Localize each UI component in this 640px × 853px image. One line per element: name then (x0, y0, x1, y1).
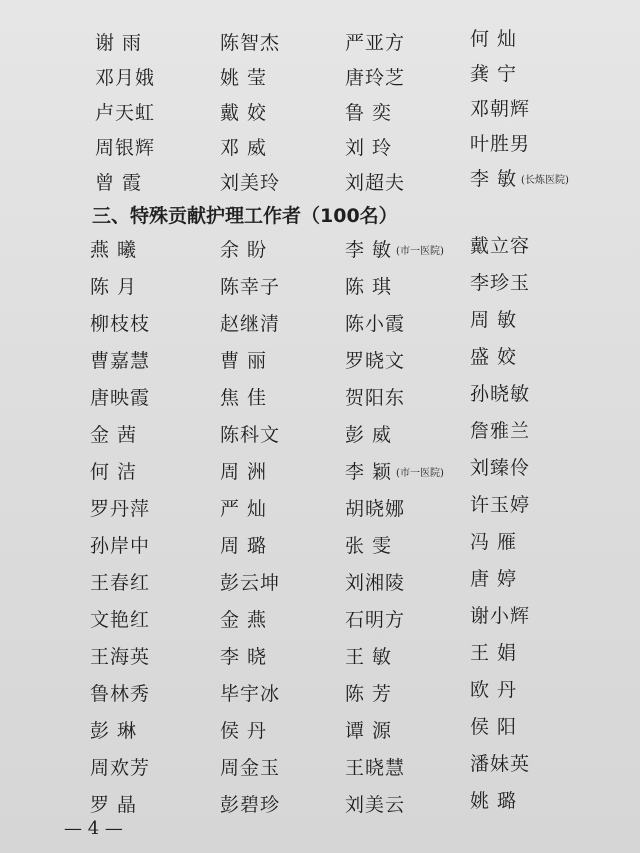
person-name (345, 28, 405, 55)
person-name-text: 谭 源 (345, 720, 393, 742)
person-name-text: 严亚方 (345, 32, 406, 54)
person-name-text: 戴立容 (470, 235, 531, 257)
person-name (220, 98, 267, 125)
person-name (90, 605, 150, 632)
person-name (90, 568, 150, 595)
person-name (90, 679, 150, 706)
person-name (345, 642, 392, 669)
hospital-note: (市一医院) (396, 468, 444, 479)
person-name (345, 383, 405, 410)
person-name-text: 何 灿 (470, 28, 518, 50)
person-name-text: 周 璐 (220, 535, 268, 557)
person-name (90, 383, 150, 410)
person-name (220, 642, 267, 669)
person-name-text: 焦 佳 (220, 387, 268, 409)
person-name-text: 李 颖 (345, 461, 393, 483)
person-name (90, 420, 137, 447)
person-name (470, 305, 517, 332)
person-name (345, 494, 405, 521)
person-name-text: 詹雅兰 (470, 420, 531, 442)
person-name-text: 燕 曦 (90, 239, 138, 261)
person-name (220, 383, 267, 410)
person-name-text: 王 敏 (345, 646, 393, 668)
person-name (345, 605, 405, 632)
person-name-text: 柳枝枝 (90, 313, 151, 335)
person-name (470, 786, 517, 813)
hospital-note: (市一医院) (396, 246, 444, 257)
person-name-text: 彭云坤 (220, 572, 281, 594)
person-name-text: 陈 琪 (345, 276, 393, 298)
person-name-text: 曹嘉慧 (90, 350, 151, 372)
person-name-text: 曾 霞 (95, 172, 143, 194)
person-name-text: 余 盼 (220, 239, 268, 261)
person-name (470, 453, 530, 480)
person-name (470, 231, 530, 258)
person-name-text: 侯 阳 (470, 716, 518, 738)
person-name-text: 陈小霞 (345, 313, 406, 335)
person-name-text: 陈 月 (90, 276, 138, 298)
person-name (345, 63, 405, 90)
person-name (470, 527, 517, 554)
person-name-text: 冯 雁 (470, 531, 518, 553)
person-name (220, 457, 267, 484)
person-name (345, 420, 392, 447)
person-name-text: 唐玲芝 (345, 67, 406, 89)
person-name-text: 金 燕 (220, 609, 268, 631)
person-name (220, 716, 267, 743)
person-name (220, 531, 267, 558)
person-name (90, 494, 150, 521)
page-number: — 4 — (64, 818, 123, 839)
person-name (470, 749, 530, 776)
person-name (470, 564, 517, 591)
person-name (345, 753, 405, 780)
person-name-text: 严 灿 (220, 498, 268, 520)
person-name-text: 贺阳东 (345, 387, 406, 409)
person-name (470, 129, 530, 156)
person-name (470, 94, 530, 121)
person-name (470, 416, 530, 443)
person-name-text: 文艳红 (90, 609, 151, 631)
person-name-text: 刘臻伶 (470, 457, 531, 479)
person-name-text: 罗丹萍 (90, 498, 151, 520)
person-name (220, 790, 280, 817)
person-name-text: 欧 丹 (470, 679, 518, 701)
person-name (220, 63, 267, 90)
person-name-text: 龚 宁 (470, 63, 518, 85)
person-name-text: 何 洁 (90, 461, 138, 483)
person-name (95, 63, 155, 90)
person-name-text: 陈幸子 (220, 276, 281, 298)
person-name-text: 陈科文 (220, 424, 281, 446)
person-name-text: 金 茜 (90, 424, 138, 446)
person-name (220, 494, 267, 521)
person-name (345, 309, 405, 336)
person-name-text: 胡晓娜 (345, 498, 406, 520)
person-name (345, 716, 392, 743)
person-name (470, 268, 530, 295)
section-heading: 三、特殊贡献护理工作者（100名） (92, 205, 398, 227)
person-name-text: 周 敏 (470, 309, 518, 331)
person-name (90, 346, 150, 373)
person-name-text: 赵继清 (220, 313, 281, 335)
person-name (345, 272, 392, 299)
person-name (345, 679, 392, 706)
person-name (90, 272, 137, 299)
person-name-text: 彭 威 (345, 424, 393, 446)
person-name (220, 309, 280, 336)
person-name-text: 邓 威 (220, 137, 268, 159)
person-name-text: 潘妹英 (470, 753, 531, 775)
person-name-text: 孙岸中 (90, 535, 151, 557)
person-name (345, 531, 392, 558)
person-name-text: 刘美云 (345, 794, 406, 816)
hospital-note: (长炼医院) (521, 175, 569, 186)
person-name (220, 679, 280, 706)
person-name-text: 彭碧珍 (220, 794, 281, 816)
person-name-text: 唐 婷 (470, 568, 518, 590)
person-name-text: 谢小辉 (470, 605, 531, 627)
person-name-text: 陈 芳 (345, 683, 393, 705)
person-name-text: 邓朝辉 (470, 98, 531, 120)
person-name-text: 姚 璐 (470, 790, 518, 812)
person-name (90, 309, 150, 336)
person-name-text: 鲁 奕 (345, 102, 393, 124)
person-name (470, 379, 530, 406)
person-name-text: 戴 姣 (220, 102, 268, 124)
person-name-text: 许玉婷 (470, 494, 531, 516)
person-name-text: 李珍玉 (470, 272, 531, 294)
person-name (95, 28, 142, 55)
person-name-text: 罗 晶 (90, 794, 138, 816)
person-name-text: 周欢芳 (90, 757, 151, 779)
person-name (345, 235, 444, 262)
person-name-text: 彭 琳 (90, 720, 138, 742)
person-name (220, 568, 280, 595)
person-name (220, 753, 280, 780)
person-name-text: 邓月娥 (95, 67, 156, 89)
person-name-text: 谢 雨 (95, 32, 143, 54)
person-name-text: 刘 玲 (345, 137, 393, 159)
person-name (470, 601, 530, 628)
person-name (345, 457, 444, 484)
person-name-text: 王晓慧 (345, 757, 406, 779)
person-name (345, 98, 392, 125)
person-name (220, 272, 280, 299)
person-name-text: 王海英 (90, 646, 151, 668)
person-name-text: 唐映霞 (90, 387, 151, 409)
person-name-text: 罗晓文 (345, 350, 406, 372)
person-name (345, 790, 405, 817)
person-name-text: 叶胜男 (470, 133, 531, 155)
person-name-text: 刘美玲 (220, 172, 281, 194)
person-name-text: 石明方 (345, 609, 406, 631)
person-name-text: 周 洲 (220, 461, 268, 483)
person-name (345, 168, 405, 195)
person-name-text: 李 敏 (345, 239, 393, 261)
person-name (90, 235, 137, 262)
person-name (220, 168, 280, 195)
person-name (90, 753, 150, 780)
person-name (220, 133, 267, 160)
person-name (90, 790, 137, 817)
person-name-text: 侯 丹 (220, 720, 268, 742)
person-name-text: 王春红 (90, 572, 151, 594)
person-name (90, 716, 137, 743)
person-name-text: 陈智杰 (220, 32, 281, 54)
person-name (470, 675, 517, 702)
person-name (470, 490, 530, 517)
person-name (95, 133, 155, 160)
person-name (470, 638, 517, 665)
person-name-text: 李 晓 (220, 646, 268, 668)
person-name-text: 卢天虹 (95, 102, 156, 124)
person-name (470, 59, 517, 86)
person-name-text: 曹 丽 (220, 350, 268, 372)
person-name (470, 24, 517, 51)
person-name-text: 张 雯 (345, 535, 393, 557)
person-name (95, 98, 155, 125)
person-name (220, 605, 267, 632)
person-name (345, 346, 405, 373)
person-name-text: 李 敏 (470, 168, 518, 190)
person-name (470, 164, 569, 191)
person-name-text: 周银辉 (95, 137, 156, 159)
person-name-text: 毕宇冰 (220, 683, 281, 705)
person-name (95, 168, 142, 195)
person-name-text: 刘超夫 (345, 172, 406, 194)
person-name-text: 刘湘陵 (345, 572, 406, 594)
person-name-text: 周金玉 (220, 757, 281, 779)
person-name-text: 姚 莹 (220, 67, 268, 89)
person-name (220, 346, 267, 373)
person-name-text: 鲁林秀 (90, 683, 151, 705)
person-name (220, 420, 280, 447)
person-name (470, 342, 517, 369)
person-name (90, 642, 150, 669)
person-name (220, 28, 280, 55)
person-name-text: 盛 姣 (470, 346, 518, 368)
person-name-text: 孙晓敏 (470, 383, 531, 405)
person-name (470, 712, 517, 739)
person-name (90, 457, 137, 484)
person-name (345, 568, 405, 595)
person-name-text: 王 娟 (470, 642, 518, 664)
person-name (345, 133, 392, 160)
person-name (90, 531, 150, 558)
person-name (220, 235, 267, 262)
